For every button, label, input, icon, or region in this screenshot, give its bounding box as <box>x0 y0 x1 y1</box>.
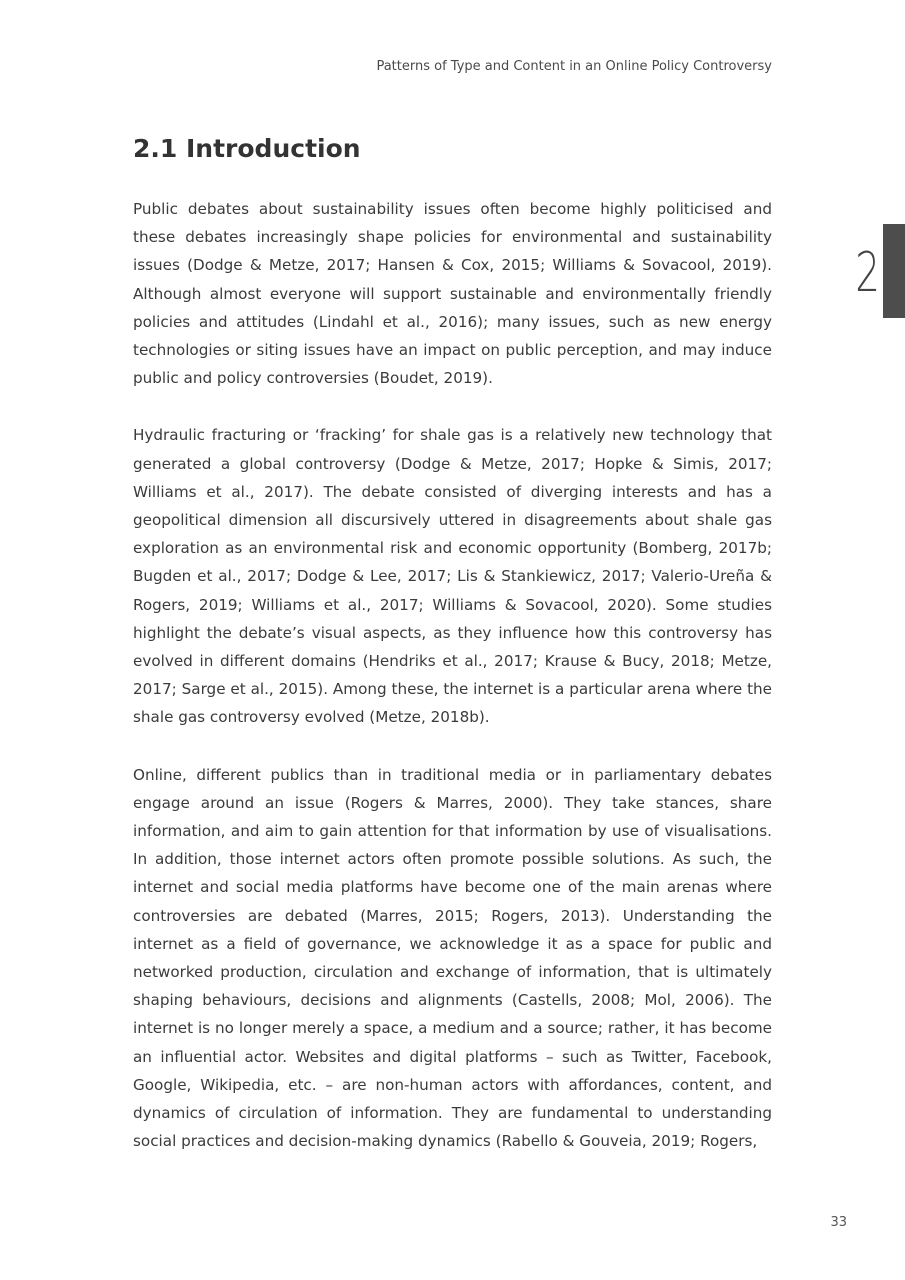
paragraph: Public debates about sustainability issues often become highly politicised and these debates increasingly shape policies for environmental and sustainability issues (Dodge & Metze, 2017; Hansen & Cox, 2015; Williams & Sovacool, 2019). Although almost everyone will support sustainable and environmentally friendly policies and attitudes (Lindahl et al., 2016); many issues, such as new energy technologies or siting issues have an impact on public perception, and may induce public and policy controversies (Boudet, 2019). <box>133 200 772 388</box>
page-number: 33 <box>830 1215 847 1230</box>
section-title: Introduction <box>186 134 361 163</box>
paragraph: Hydraulic fracturing or ‘fracking’ for shale gas is a relatively new technology that generated a global controversy (Dodge & Metze, 2017; Hopke & Simis, 2017; Williams et al., 2017). The debate consisted of diverging interests and has a geopolitical dimension all discursively uttered in disagreements about shale gas exploration as an environmental risk and economic opportunity (Bomberg, 2017b; Bugden et al., 2017; Dodge & Lee, 2017; Lis & Stankiewicz, 2017; Valerio-Ureña & Rogers, 2019; Williams et al., 2017; Williams & Sovacool, 2020). Some studies highlight the debate’s visual aspects, as they influence how this controversy has evolved in different domains (Hendriks et al., 2017; Krause & Bucy, 2018; Metze, 2017; Sarge et al., 2015). Among these, the internet is a particular arena where the shale gas controversy evolved (Metze, 2018b). <box>133 426 772 727</box>
running-header: Patterns of Type and Content in an Online Policy Controversy <box>376 59 772 74</box>
section-heading <box>133 134 361 163</box>
chapter-number: 2 <box>855 241 880 304</box>
body-text <box>133 195 772 1185</box>
section-number: 2.1 <box>133 134 178 163</box>
chapter-tab <box>883 224 905 318</box>
paragraph: Online, different publics than in traditional media or in parliamentary debates engage around an issue (Rogers & Marres, 2000). They take stances, share information, and aim to gain attention for that information by use of visualisations. In addition, those internet actors often promote possible solutions. As such, the internet and social media platforms have become one of the main arenas where controversies are debated (Marres, 2015; Rogers, 2013). Understanding the internet as a field of governance, we acknowledge it as a space for public and networked production, circulation and exchange of information, that is ultimately shaping behaviours, decisions and alignments (Castells, 2008; Mol, 2006). The internet is no longer merely a space, a medium and a source; rather, it has become an influential actor. Websites and digital platforms – such as Twitter, Facebook, Google, Wikipedia, etc. – are non-human actors with affordances, content, and dynamics of circulation of information. They are fundamental to understanding social practices and decision-making dynamics (Rabello & Gouveia, 2019; Rogers, <box>133 765 772 1151</box>
